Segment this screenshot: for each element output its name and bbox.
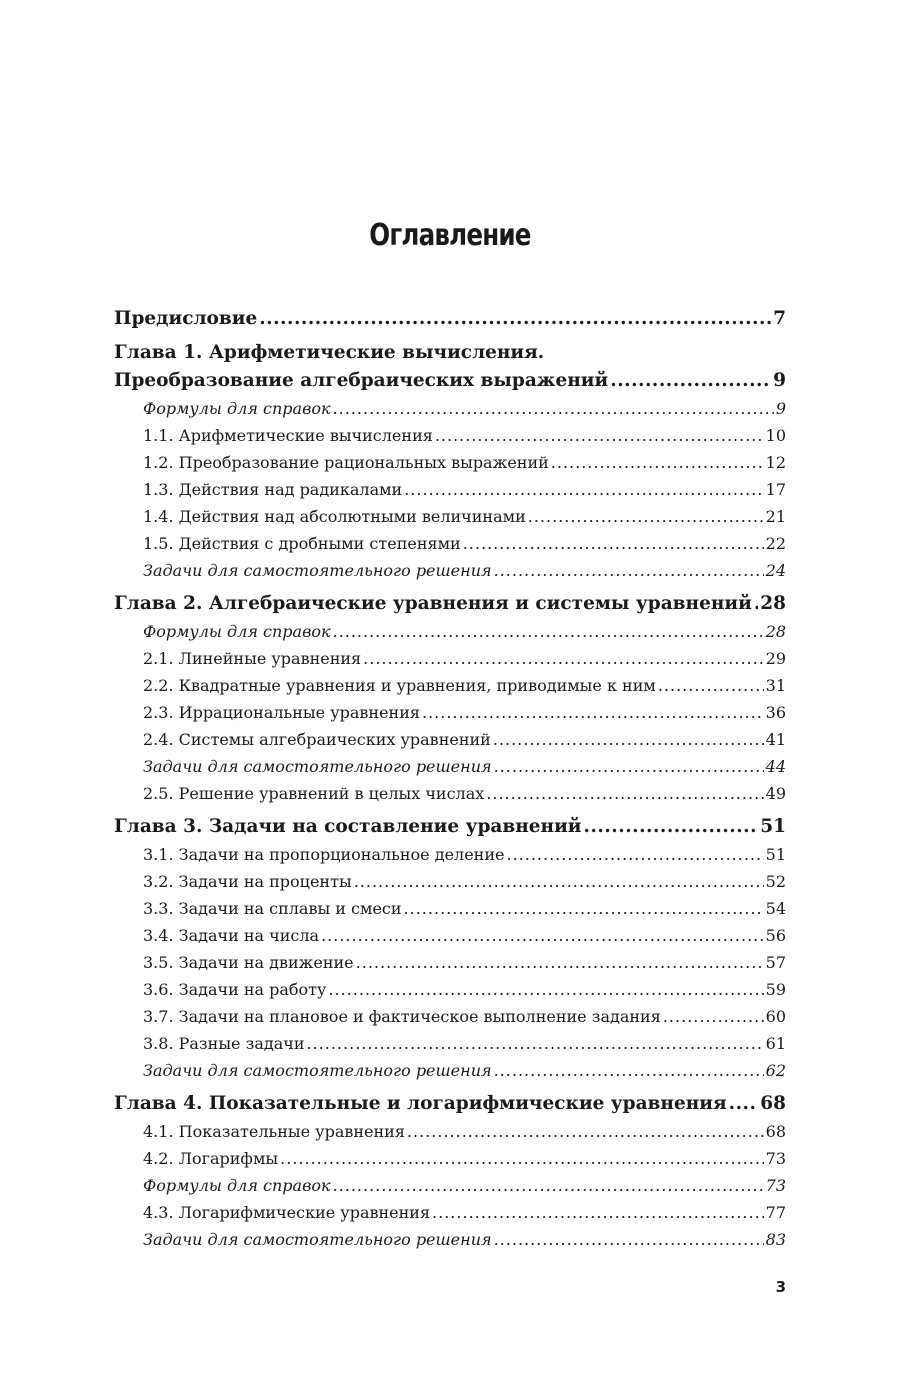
page-title: Оглавление	[369, 218, 531, 253]
toc-page: 57	[765, 953, 786, 972]
toc-page: 56	[765, 926, 786, 945]
toc-label: Глава 3. Задачи на составление уравнений	[114, 816, 582, 837]
toc-page: 21	[765, 507, 786, 526]
toc-chapter-1[interactable]	[114, 367, 786, 395]
toc-label: Преобразование алгебраических выражений	[114, 370, 609, 391]
toc-leader	[363, 645, 764, 672]
toc-entry[interactable]	[114, 895, 786, 922]
toc-label: 1.1. Арифметические вычисления	[143, 426, 433, 445]
table-of-contents	[114, 305, 786, 1253]
toc-entry[interactable]	[114, 645, 786, 672]
toc-label: Задачи для самостоятельного решения	[143, 561, 492, 580]
toc-leader	[407, 1118, 764, 1145]
toc-page: 68	[765, 1122, 786, 1141]
toc-page: 12	[765, 453, 786, 472]
toc-page: 51	[760, 816, 786, 837]
toc-label: 3.2. Задачи на проценты	[143, 872, 352, 891]
toc-label: 4.3. Логарифмические уравнения	[143, 1203, 431, 1222]
toc-entry[interactable]	[114, 1199, 786, 1226]
toc-label: 4.1. Показательные уравнения	[143, 1122, 405, 1141]
toc-leader	[333, 1172, 764, 1199]
toc-label: Формулы для справок	[143, 399, 331, 418]
toc-label: Задачи для самостоятельного решения	[143, 757, 492, 776]
toc-chapter-2[interactable]	[114, 590, 786, 618]
toc-leader	[333, 395, 774, 422]
toc-page: 7	[773, 308, 786, 329]
toc-entry[interactable]	[114, 976, 786, 1003]
toc-entry[interactable]	[114, 1226, 786, 1253]
toc-label: Глава 2. Алгебраические уравнения и системы уравнений	[114, 593, 752, 614]
toc-page: 59	[765, 980, 786, 999]
toc-leader	[463, 530, 764, 557]
toc-page: 31	[765, 676, 786, 695]
toc-entry[interactable]	[114, 1057, 786, 1084]
toc-page: 77	[765, 1203, 786, 1222]
toc-page: 9	[775, 399, 786, 418]
toc-leader	[494, 557, 764, 584]
toc-label: 1.2. Преобразование рациональных выражений	[143, 453, 549, 472]
toc-label: 1.4. Действия над абсолютными величинами	[143, 507, 526, 526]
toc-label: 3.3. Задачи на сплавы и смеси	[143, 899, 402, 918]
toc-label: Предисловие	[114, 308, 258, 329]
toc-page: 41	[765, 730, 786, 749]
toc-label: 4.2. Логарифмы	[143, 1149, 279, 1168]
toc-leader	[432, 1199, 764, 1226]
toc-entry[interactable]	[114, 1172, 786, 1199]
toc-label: 3.6. Задачи на работу	[143, 980, 327, 999]
toc-leader	[494, 1226, 764, 1253]
toc-label: 2.3. Иррациональные уравнения	[143, 703, 420, 722]
toc-page: 68	[760, 1093, 786, 1114]
toc-leader	[551, 449, 764, 476]
toc-label: 2.2. Квадратные уравнения и уравнения, приводимые к ним	[143, 676, 656, 695]
toc-leader	[280, 1145, 764, 1172]
toc-leader	[506, 841, 763, 868]
toc-entry[interactable]	[114, 726, 786, 753]
toc-leader	[259, 305, 771, 333]
toc-entry[interactable]	[114, 395, 786, 422]
toc-page: 28	[760, 593, 786, 614]
toc-label: 2.1. Линейные уравнения	[143, 649, 362, 668]
toc-page: 36	[765, 703, 786, 722]
toc-entry[interactable]	[114, 672, 786, 699]
toc-entry[interactable]	[114, 868, 786, 895]
toc-label: 3.5. Задачи на движение	[143, 953, 354, 972]
toc-leader	[663, 1003, 764, 1030]
toc-entry[interactable]	[114, 1030, 786, 1057]
toc-leader	[356, 949, 764, 976]
toc-page: 28	[765, 622, 786, 641]
toc-leader	[422, 699, 764, 726]
toc-leader	[658, 672, 764, 699]
toc-leader	[528, 503, 764, 530]
toc-page: 29	[765, 649, 786, 668]
toc-entry[interactable]	[114, 476, 786, 503]
toc-label: Задачи для самостоятельного решения	[143, 1230, 492, 1249]
toc-label: Формулы для справок	[143, 1176, 331, 1195]
toc-entry[interactable]	[114, 1003, 786, 1030]
toc-leader	[328, 976, 763, 1003]
toc-leader	[754, 590, 758, 618]
toc-page: 62	[765, 1061, 786, 1080]
toc-leader	[354, 868, 764, 895]
toc-entry[interactable]	[114, 1118, 786, 1145]
toc-leader	[494, 753, 764, 780]
toc-label: 3.7. Задачи на плановое и фактическое выполнение задания	[143, 1007, 661, 1026]
toc-page: 22	[765, 534, 786, 553]
toc-page: 10	[765, 426, 786, 445]
toc-label: Задачи для самостоятельного решения	[143, 1061, 492, 1080]
toc-entry[interactable]	[114, 949, 786, 976]
toc-entry[interactable]	[114, 503, 786, 530]
toc-entry[interactable]	[114, 841, 786, 868]
toc-leader	[493, 726, 764, 753]
toc-page: 54	[765, 899, 786, 918]
toc-page: 17	[765, 480, 786, 499]
toc-page: 83	[765, 1230, 786, 1249]
toc-entry[interactable]	[114, 449, 786, 476]
toc-entry-preface[interactable]	[114, 305, 786, 333]
toc-entry[interactable]	[114, 753, 786, 780]
toc-page: 44	[765, 757, 786, 776]
toc-page: 52	[765, 872, 786, 891]
toc-chapter-4[interactable]	[114, 1090, 786, 1118]
toc-label: Формулы для справок	[143, 622, 331, 641]
toc-leader	[435, 422, 764, 449]
toc-leader	[494, 1057, 764, 1084]
toc-leader	[321, 922, 764, 949]
toc-entry[interactable]	[114, 557, 786, 584]
toc-chapter-1-line1[interactable]: Глава 1. Арифметические вычисления.	[114, 342, 545, 363]
toc-chapter-3[interactable]	[114, 813, 786, 841]
toc-label: 1.3. Действия над радикалами	[143, 480, 403, 499]
toc-page: 73	[765, 1176, 786, 1195]
toc-page: 73	[765, 1149, 786, 1168]
toc-entry[interactable]	[114, 922, 786, 949]
toc-page: 24	[765, 561, 786, 580]
toc-page: 49	[765, 784, 786, 803]
toc-entry[interactable]	[114, 618, 786, 645]
toc-entry[interactable]	[114, 699, 786, 726]
toc-label: 2.4. Системы алгебраических уравнений	[143, 730, 491, 749]
toc-entry[interactable]	[114, 780, 786, 807]
toc-leader	[486, 780, 763, 807]
toc-entry[interactable]	[114, 530, 786, 557]
toc-entry[interactable]	[114, 422, 786, 449]
toc-leader	[584, 813, 759, 841]
toc-label: 3.1. Задачи на пропорциональное деление	[143, 845, 505, 864]
toc-leader	[729, 1090, 759, 1118]
toc-label: 2.5. Решение уравнений в целых числах	[143, 784, 485, 803]
toc-label: 3.4. Задачи на числа	[143, 926, 320, 945]
toc-page: 9	[773, 370, 786, 391]
toc-label: Глава 4. Показательные и логарифмические уравнения	[114, 1093, 727, 1114]
toc-leader	[307, 1030, 764, 1057]
toc-leader	[404, 895, 764, 922]
toc-leader	[333, 618, 764, 645]
toc-entry[interactable]	[114, 1145, 786, 1172]
page-number: 3	[775, 1278, 786, 1296]
toc-leader	[610, 367, 771, 395]
toc-page: 51	[765, 845, 786, 864]
toc-leader	[404, 476, 763, 503]
toc-label: 1.5. Действия с дробными степенями	[143, 534, 461, 553]
toc-page: 61	[765, 1034, 786, 1053]
toc-page: 60	[765, 1007, 786, 1026]
toc-label: 3.8. Разные задачи	[143, 1034, 305, 1053]
